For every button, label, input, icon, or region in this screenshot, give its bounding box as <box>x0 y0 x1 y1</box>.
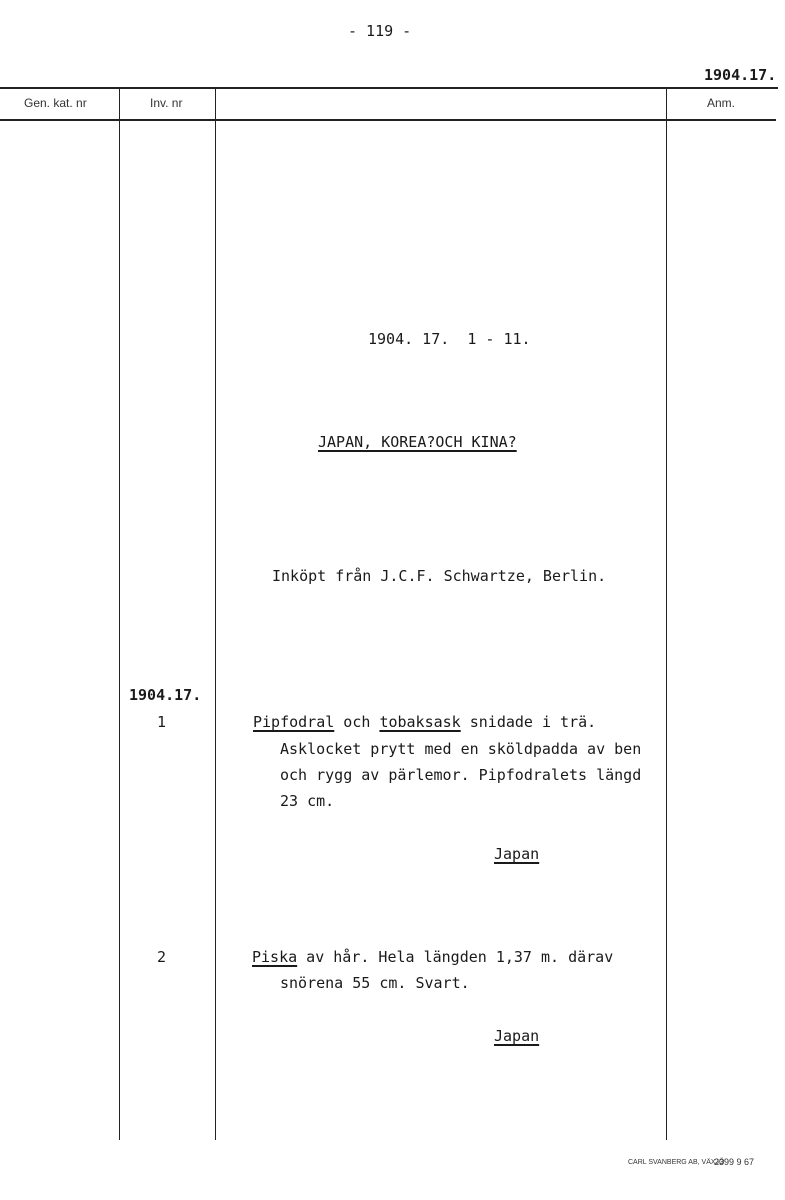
entry-origin: Japan <box>494 845 540 863</box>
object-name: Piska <box>252 948 298 966</box>
column-divider-2 <box>215 88 216 1140</box>
page-number: - 119 - <box>348 22 412 40</box>
form-number: 2399 9 67 <box>714 1157 755 1167</box>
entry-description-line: Pipfodral och tobaksask snidade i trä. <box>253 713 597 731</box>
entry-description-line: och rygg av pärlemor. Pipfodralets längd <box>280 766 642 784</box>
entry-description-line: Piska av hår. Hela längden 1,37 m. därav <box>252 948 614 966</box>
inv-group-label: 1904.17. <box>129 686 202 704</box>
year-code: 1904.17. <box>704 66 777 84</box>
entry-inv-number: 2 <box>157 948 167 966</box>
column-header-gen-kat-nr: Gen. kat. nr <box>24 96 87 110</box>
header-top-rule <box>0 87 778 89</box>
entry-description-line: 23 cm. <box>280 792 335 810</box>
collection-reference: 1904. 17. 1 - 11. <box>368 330 531 348</box>
entry-inv-number: 1 <box>157 713 167 731</box>
entry-description-line: Asklocket prytt med en sköldpadda av ben <box>280 740 642 758</box>
collection-origin-title: JAPAN, KOREA?OCH KINA? <box>318 433 517 451</box>
entry-origin: Japan <box>494 1027 540 1045</box>
column-divider-3 <box>666 88 667 1140</box>
column-header-inv-nr: Inv. nr <box>150 96 183 110</box>
entry-description-line: snörena 55 cm. Svart. <box>280 974 470 992</box>
printer-imprint: CARL SVANBERG AB, VÄXJÖ <box>628 1159 725 1166</box>
object-name: Pipfodral <box>253 713 335 731</box>
column-divider-1 <box>119 88 120 1140</box>
header-bottom-rule <box>0 119 776 121</box>
column-header-anm: Anm. <box>707 96 736 110</box>
acquisition-note: Inköpt från J.C.F. Schwartze, Berlin. <box>272 567 607 585</box>
object-name: tobaksask <box>379 713 461 731</box>
